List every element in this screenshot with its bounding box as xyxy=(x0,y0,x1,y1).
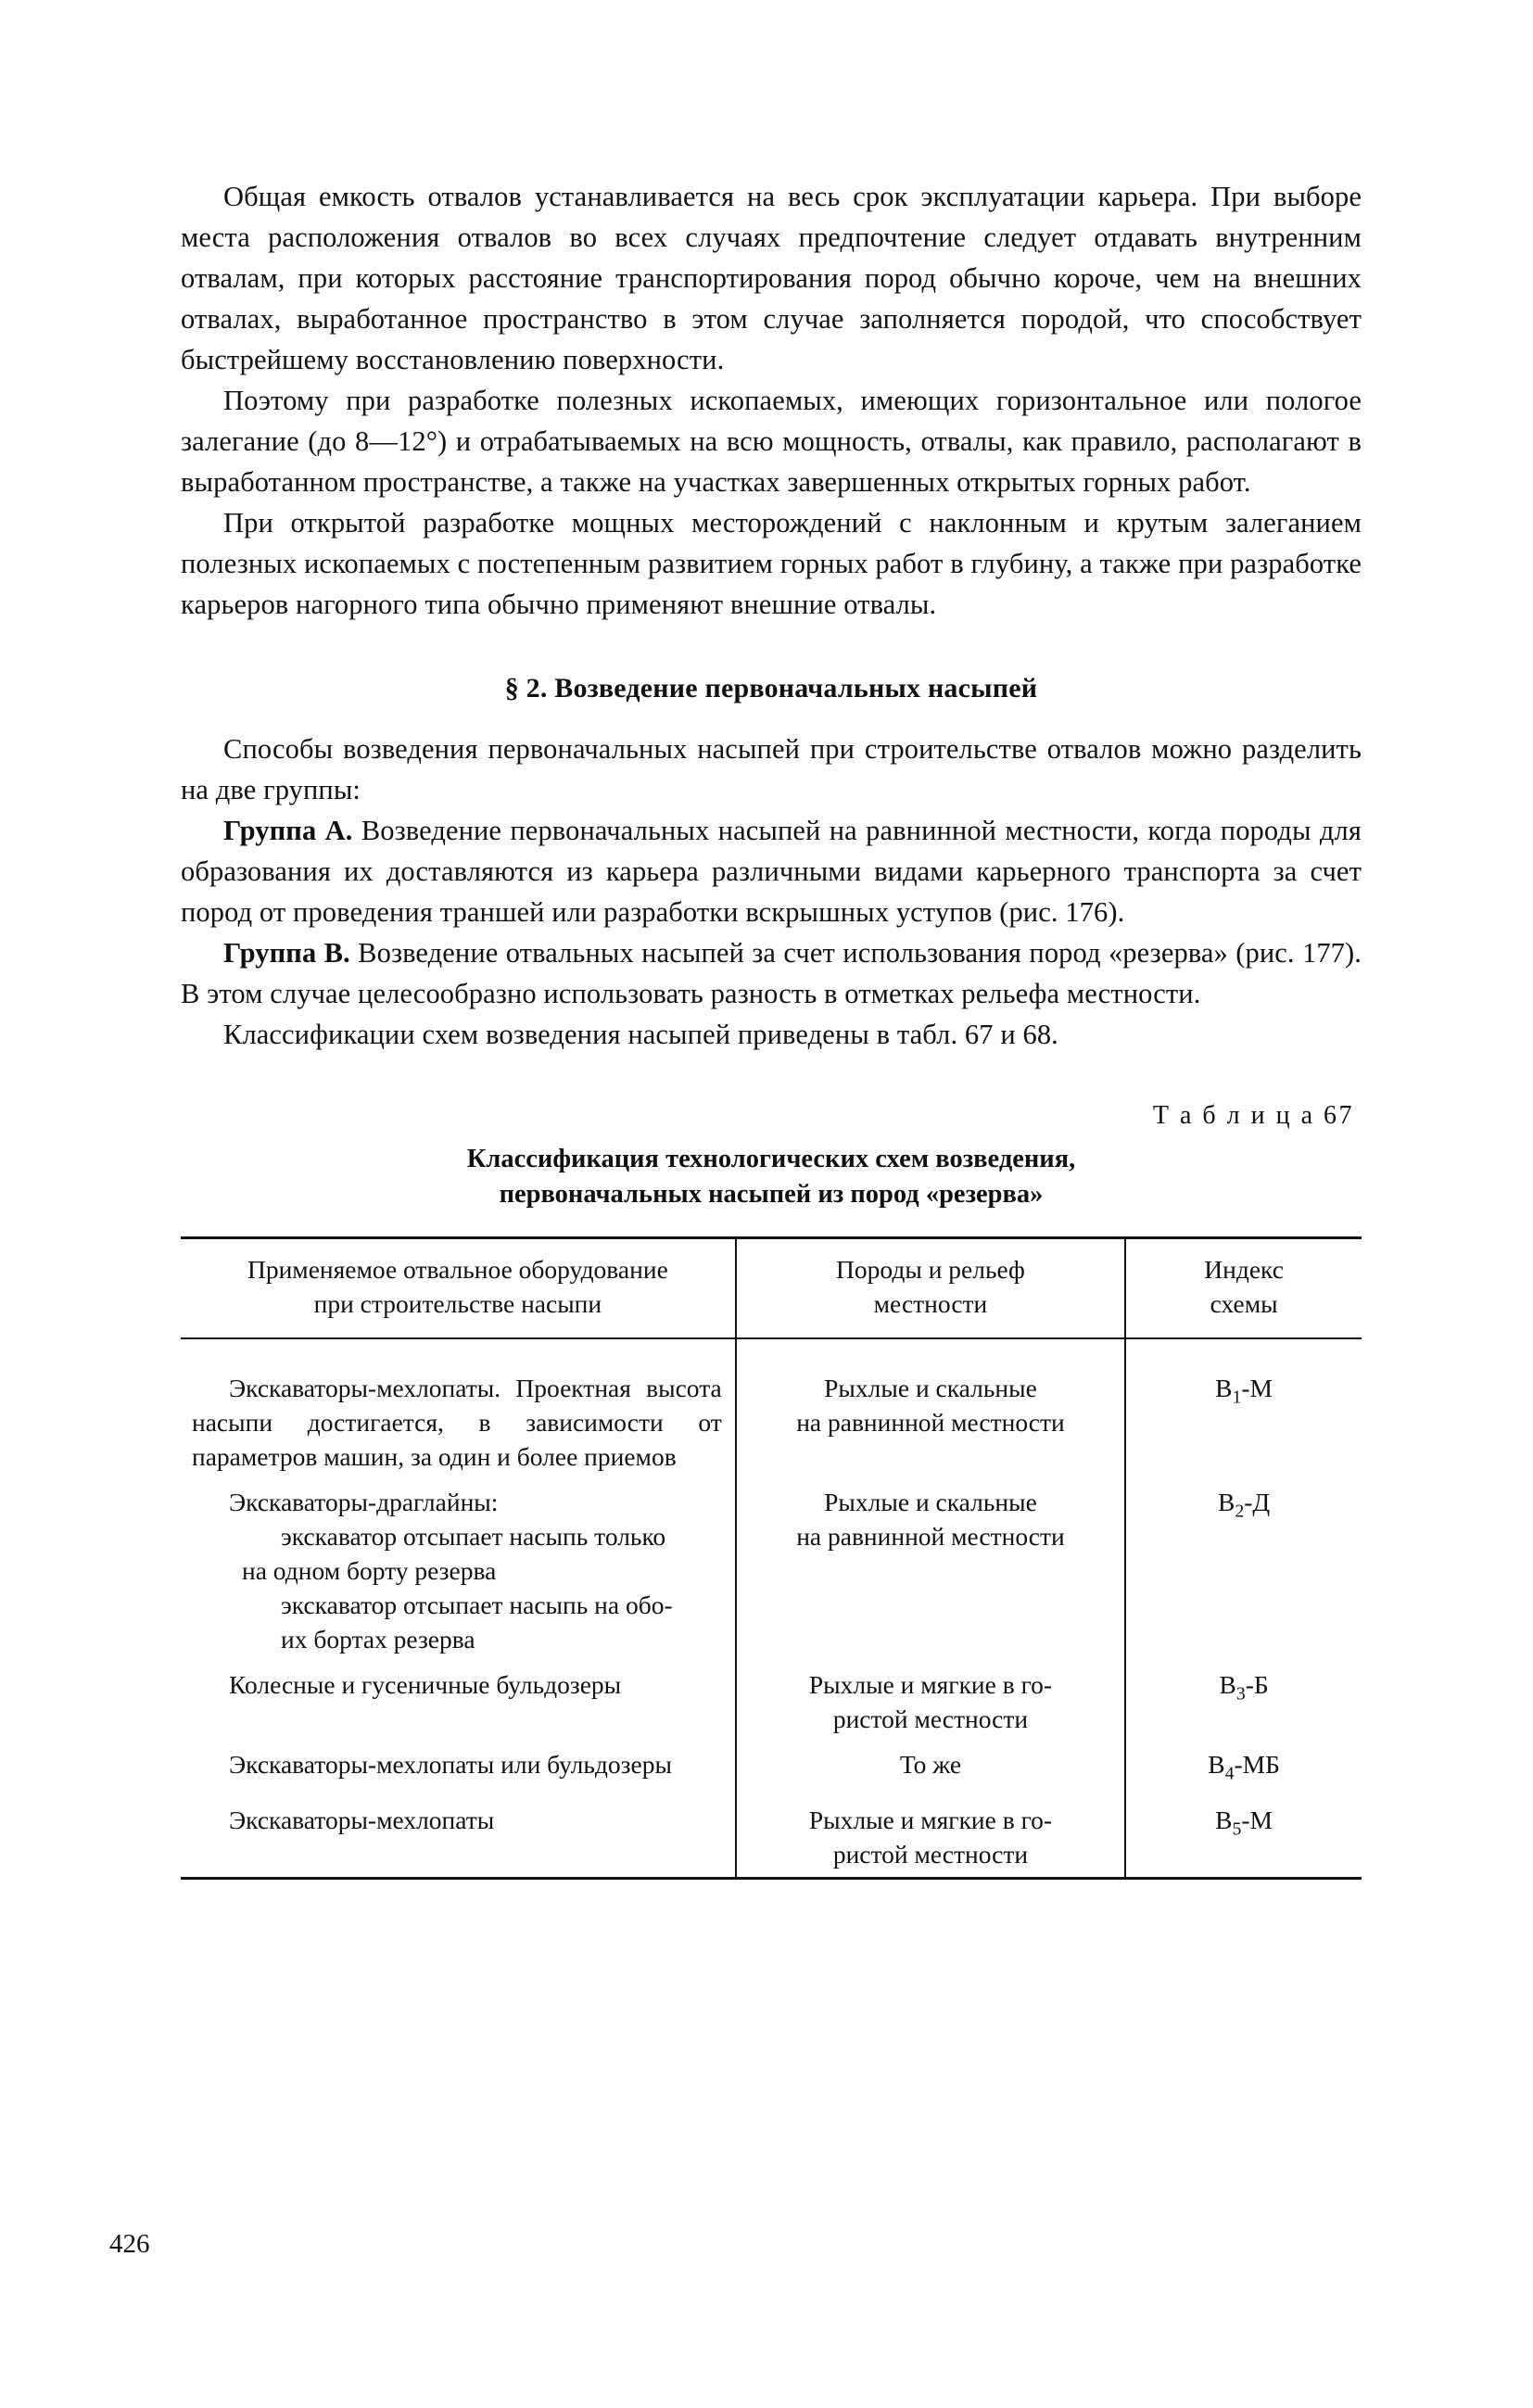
header-rocks-line2: местности xyxy=(873,1289,988,1318)
row-equipment-sub-2: на одном борту резерва xyxy=(242,1556,497,1585)
row-index: $В_4-МБ$ xyxy=(1208,1750,1280,1784)
header-equipment xyxy=(181,1238,736,1339)
group-b-text: Возведение отвальных насыпей за счет использования пород «резерва» (рис. 177). В этом случае целесообразно использовать разность в отметках рельефа местности. xyxy=(181,937,1362,1009)
header-index-line1: Индекс xyxy=(1204,1255,1284,1284)
spacer-cell-1 xyxy=(181,1338,736,1365)
paragraph-1: Общая емкость отвалов устанавливается на весь срок эксплуатации карьера. При выборе места расположения отвалов во всех случаях предпочтение следует отдавать внутренним отвалам, при которых расстояние транспортирования пород обычно короче, чем на внешних отвалах, выработанное пространство в этом случае заполняется породой, что способствует быстрейшему восстановлению поверхности. xyxy=(181,181,1362,375)
table-row xyxy=(181,1365,1362,1479)
header-rocks xyxy=(736,1238,1125,1339)
row-index: $В_5-М$ xyxy=(1215,1805,1273,1839)
row-rocks xyxy=(736,1365,1125,1479)
row-index: $В_3-Б$ xyxy=(1219,1670,1269,1705)
table-title xyxy=(181,1142,1362,1212)
group-b-paragraph xyxy=(181,932,1362,1014)
table-row xyxy=(181,1479,1362,1662)
row-rocks-line1: Рыхлые и скальные xyxy=(824,1488,1037,1516)
group-b-label: Группа В. xyxy=(223,937,350,969)
row-index: $В_2-Д$ xyxy=(1218,1488,1271,1522)
row-rocks xyxy=(736,1742,1125,1797)
row-rocks-line2: ристой местности xyxy=(832,1705,1029,1733)
header-rocks-line1: Породы и рельеф xyxy=(836,1255,1025,1284)
table-title-line2: первоначальных насыпей из пород «резерва» xyxy=(499,1180,1044,1209)
classification-note: Классификации схем возведения насыпей приведены в табл. 67 и 68. xyxy=(223,1019,1058,1050)
row-rocks xyxy=(736,1479,1125,1662)
row-equipment-sub-1: экскаватор отсыпает насыпь только xyxy=(281,1522,666,1551)
table-row xyxy=(181,1662,1362,1742)
row-equipment-text: Экскаваторы-драглайны: xyxy=(229,1488,499,1516)
spacer-cell-2 xyxy=(736,1338,1125,1365)
header-equipment-line2: при строительстве насыпи xyxy=(313,1289,602,1318)
table-number: Т а б л и ц а 67 xyxy=(1152,1101,1354,1130)
section-heading: § 2. Возведение первоначальных насыпей xyxy=(504,673,1038,703)
table-row xyxy=(181,1742,1362,1797)
row-index: $В_1-М$ xyxy=(1215,1374,1273,1408)
row-equipment xyxy=(181,1662,736,1742)
row-rocks-line1: То же xyxy=(899,1750,962,1779)
table-bottom-rule xyxy=(181,1877,1362,1880)
table-row xyxy=(181,1797,1362,1877)
paragraph-3: При открытой разработке мощных месторождений с наклонным и крутым залеганием полезных ископаемых с постепенным развитием горных работ в глубину, а также при разработке карьеров нагорного типа обычно применяют внешние отвалы. xyxy=(181,507,1362,620)
row-equipment xyxy=(181,1365,736,1479)
table-title-line1: Классификация технологических схем возведения, xyxy=(466,1145,1076,1173)
row-equipment-text: Экскаваторы-мехлопаты или бульдозеры xyxy=(229,1750,672,1779)
row-rocks-line1: Рыхлые и мягкие в го- xyxy=(808,1805,1053,1834)
table-spacer-row xyxy=(181,1338,1362,1365)
row-rocks-line2: на равнинной местности xyxy=(796,1408,1065,1437)
page-number: 426 xyxy=(109,2229,150,2259)
row-equipment-text: Экскаваторы-мехлопаты xyxy=(229,1805,495,1834)
section-intro: Способы возведения первоначальных насыпей при строительстве отвалов можно разделить на две группы: xyxy=(181,733,1362,805)
table-header-row xyxy=(181,1238,1362,1339)
header-index xyxy=(1125,1238,1362,1339)
spacer-cell-3 xyxy=(1125,1338,1362,1365)
paragraph-2: Поэтому при разработке полезных ископаемых, имеющих горизонтальное или пологое залегание (до 8—12°) и отрабатываемых на всю мощность, отвалы, как правило, располагают в выработанном пространстве, а также на участках завершенных открытых горных работ. xyxy=(181,385,1362,498)
row-equipment xyxy=(181,1742,736,1797)
row-equipment-text: Колесные и гусеничные бульдозеры xyxy=(229,1670,622,1699)
row-rocks xyxy=(736,1662,1125,1742)
row-rocks-line2: ристой местности xyxy=(832,1839,1029,1869)
row-equipment xyxy=(181,1479,736,1662)
row-rocks-line1: Рыхлые и скальные xyxy=(824,1374,1037,1402)
row-rocks xyxy=(736,1797,1125,1877)
row-rocks-line2: на равнинной местности xyxy=(796,1522,1065,1551)
row-equipment-sub-3: экскаватор отсыпает насыпь на обо- xyxy=(281,1591,673,1619)
row-equipment-text: Экскаваторы-мехлопаты. Проектная высота насыпи достигается, в зависимости от параметров машин, за один и более приемов xyxy=(192,1374,722,1471)
group-a-label: Группа А. xyxy=(223,815,353,846)
group-a-paragraph xyxy=(181,810,1362,932)
header-equipment-line1: Применяемое отвальное оборудование xyxy=(247,1255,668,1284)
row-rocks-line1: Рыхлые и мягкие в го- xyxy=(808,1670,1053,1699)
row-equipment-sub-4: их бортах резерва xyxy=(281,1625,475,1654)
row-equipment xyxy=(181,1797,736,1877)
group-a-text: Возведение первоначальных насыпей на равнинной местности, когда породы для образования их доставляются из карьера различными видами карьерного транспорта за счет пород от проведения траншей или разработки вскрышных уступов (рис. 176). xyxy=(181,815,1362,928)
header-index-line2: схемы xyxy=(1210,1289,1278,1318)
classification-table xyxy=(181,1236,1362,1877)
